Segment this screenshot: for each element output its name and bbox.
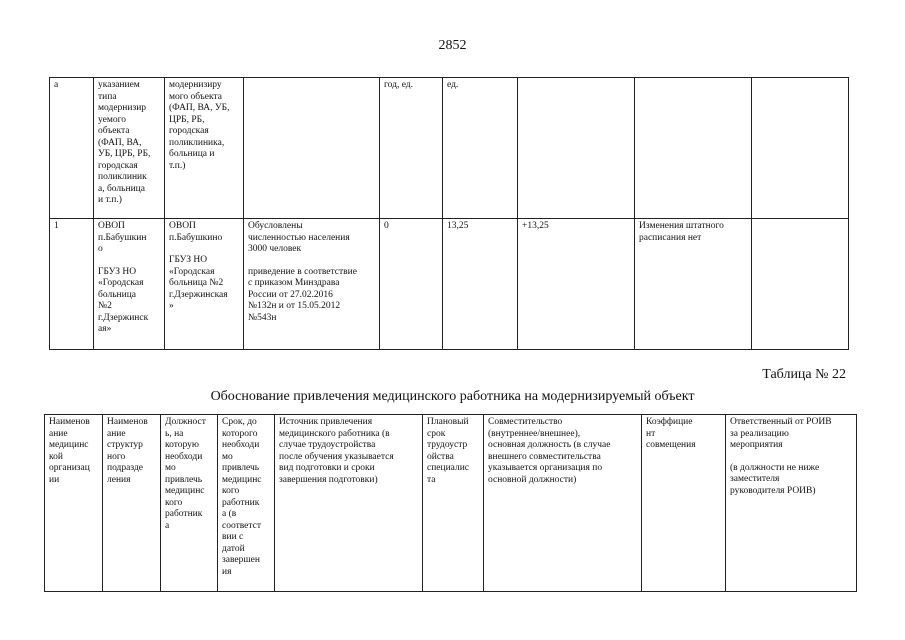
upper-header-cell	[244, 78, 380, 219]
lower-header-cell	[103, 415, 161, 592]
cell-text-line: ед.	[447, 80, 459, 90]
cell-text-line: мого объекта	[169, 91, 222, 102]
cell-text-line: трудоустр	[427, 440, 468, 450]
cell-text-line: а (в	[222, 509, 237, 519]
cell-text-line: (ФАП, ВА,	[98, 137, 142, 148]
cell-text-line: ь, на	[165, 428, 184, 439]
cell-text-line: Наименов	[49, 417, 90, 427]
cell-text-line: Ответственный от РОИВ	[730, 417, 832, 427]
upper-header-cell	[518, 78, 635, 219]
cell-text-line: уемого	[98, 114, 127, 125]
cell-text-line: а, больница	[98, 183, 145, 194]
cell-text-line: поликлиник	[98, 172, 147, 182]
upper-data-cell	[518, 219, 635, 350]
upper-data-cell	[380, 219, 443, 350]
cell-text-line: России от 27.02.2016	[248, 289, 333, 300]
cell-text-line: которую	[165, 440, 200, 450]
cell-text-line: ание	[49, 428, 68, 439]
cell-text-line: завершения подготовки)	[279, 474, 378, 485]
cell-text-line: 1	[54, 221, 59, 231]
cell-text-line: т.п.)	[169, 160, 186, 171]
cell-text-line: «Городская	[169, 266, 215, 277]
cell-text-line: городская	[169, 126, 209, 136]
cell-text-line: ОВОП	[169, 221, 196, 231]
cell-text-line: которого	[222, 428, 258, 439]
cell-text-line: больница и	[169, 149, 215, 159]
cell-text-line: мо	[222, 451, 233, 462]
cell-text-line: ОВОП	[98, 221, 125, 231]
table-title: Обоснование привлечения медицинского работника на модернизируемый объект	[210, 389, 695, 404]
cell-text-line: а	[165, 520, 170, 531]
cell-text-line: основная должность (в случае	[488, 440, 611, 450]
upper-data-cell	[635, 219, 752, 350]
lower-header-cell	[275, 415, 423, 592]
upper-data-cell	[50, 219, 94, 350]
cell-text-line: указывается организация по	[488, 463, 603, 473]
lower-header-cell	[642, 415, 726, 592]
cell-text-line: п.Бабушкино	[169, 232, 223, 243]
cell-text-line: необходи	[165, 451, 203, 462]
cell-text-line: (в должности не ниже	[730, 462, 820, 473]
cell-text-line: расписания нет	[639, 232, 702, 243]
cell-text-line: УБ, ЦРБ, РБ,	[98, 149, 151, 159]
cell-text-line: городская	[98, 160, 138, 171]
cell-text-line: Наименов	[107, 417, 148, 427]
lower-header-cell	[423, 415, 484, 592]
cell-text-line: Срок, до	[222, 417, 257, 427]
cell-text-line: указанием	[98, 80, 140, 90]
cell-text-line: медицинс	[49, 440, 89, 450]
cell-text-line: мероприятия	[730, 440, 783, 450]
cell-text-line: мо	[165, 463, 176, 473]
cell-text-line: ия	[222, 566, 232, 577]
lower-header-cell	[726, 415, 857, 592]
upper-table	[49, 77, 849, 350]
cell-text-line: модернизиру	[169, 80, 222, 90]
cell-text-line: специалис	[427, 463, 470, 473]
cell-text-line: датой	[222, 543, 245, 554]
cell-text-line: ание	[107, 428, 126, 439]
cell-text-line: руководителя РОИВ)	[730, 485, 816, 496]
cell-text-line: о	[98, 244, 103, 254]
cell-text-line: ЦРБ, РБ,	[169, 114, 205, 125]
cell-text-line: заместителя	[730, 474, 780, 484]
cell-text-line: +13,25	[522, 221, 549, 231]
cell-text-line: завершен	[222, 555, 260, 565]
cell-text-line: Источник привлечения	[279, 417, 373, 427]
cell-text-line: модернизир	[98, 103, 147, 113]
cell-text-line: внешнего совместительства	[488, 451, 601, 462]
upper-header-cell	[380, 78, 443, 219]
cell-text-line: после обучения указывается	[279, 451, 394, 462]
cell-text-line: ления	[107, 474, 131, 485]
cell-text-line: Должност	[165, 417, 206, 427]
cell-text-line: Обусловлены	[248, 221, 303, 231]
table-number-label: Таблица № 22	[762, 367, 846, 382]
cell-text-line: п.Бабушкин	[98, 232, 147, 243]
cell-text-line: Коэффицие	[646, 417, 693, 427]
cell-text-line: с приказом Минздрава	[248, 278, 340, 288]
cell-text-line: ГБУЗ НО	[98, 266, 137, 277]
cell-text-line: нт	[646, 428, 656, 439]
cell-text-line: ии	[49, 474, 60, 485]
cell-text-line: привлечь	[165, 474, 203, 485]
upper-header-cell	[165, 78, 244, 219]
cell-text-line: организац	[49, 463, 90, 473]
cell-text-line: вид подготовки и сроки	[279, 463, 375, 473]
lower-table-header-row	[45, 415, 857, 592]
cell-text-line: случае трудоустройства	[279, 440, 376, 450]
cell-text-line: основной должности)	[488, 474, 577, 485]
cell-text-line: Совместительство	[488, 417, 563, 427]
cell-text-line: структур	[107, 440, 143, 450]
lower-header-cell	[218, 415, 275, 592]
lower-table	[44, 414, 857, 592]
cell-text-line: медицинского работника (в	[279, 428, 390, 439]
upper-table-data-row	[50, 219, 849, 350]
upper-data-cell	[443, 219, 518, 350]
cell-text-line: а	[54, 80, 59, 90]
page-number: 2852	[438, 38, 467, 53]
cell-text-line: типа	[98, 91, 117, 102]
cell-text-line: привлечь	[222, 463, 260, 473]
cell-text-line: г.Дзержинск	[98, 312, 149, 323]
cell-text-line: больница №2	[169, 278, 224, 288]
cell-text-line: ая»	[98, 324, 112, 334]
cell-text-line: кого	[222, 486, 240, 496]
cell-text-line: №2	[98, 301, 112, 311]
cell-text-line: медицинс	[165, 486, 205, 496]
cell-text-line: объекта	[98, 126, 130, 136]
upper-header-cell	[94, 78, 165, 219]
upper-data-cell	[244, 219, 380, 350]
upper-header-cell	[443, 78, 518, 219]
cell-text-line: ойства	[427, 451, 454, 462]
cell-text-line: Плановый	[427, 417, 469, 427]
cell-text-line: численностью населения	[248, 232, 350, 243]
cell-text-line: работник	[222, 497, 260, 508]
cell-text-line: №543н	[248, 312, 277, 323]
cell-text-line: ГБУЗ НО	[169, 255, 208, 265]
cell-text-line: кого	[165, 497, 183, 508]
cell-text-line: ного	[107, 451, 126, 462]
cell-text-line: №132н и от 15.05.2012	[248, 301, 341, 311]
upper-header-cell	[752, 78, 849, 219]
cell-text-line: г.Дзержинская	[169, 289, 228, 300]
upper-table-header-row	[50, 78, 849, 219]
lower-header-cell	[45, 415, 103, 592]
cell-text-line: та	[427, 474, 436, 485]
cell-text-line: и т.п.)	[98, 195, 122, 205]
upper-data-cell	[94, 219, 165, 350]
cell-text-line: вии с	[222, 532, 244, 542]
cell-text-line: Изменения штатного	[639, 221, 724, 231]
cell-text-line: соответст	[222, 520, 262, 531]
cell-text-line: больница	[98, 289, 136, 300]
cell-text-line: кой	[49, 451, 63, 462]
lower-header-cell	[161, 415, 218, 592]
cell-text-line: 3000 человек	[248, 244, 302, 254]
cell-text-line: поликлиника,	[169, 137, 225, 148]
cell-text-line: приведение в соответствие	[248, 266, 357, 277]
upper-data-cell	[752, 219, 849, 350]
cell-text-line: медицинс	[222, 474, 262, 485]
cell-text-line: 0	[384, 221, 389, 231]
upper-header-cell	[635, 78, 752, 219]
cell-text-line: год, ед.	[384, 80, 414, 90]
cell-text-line: »	[169, 301, 174, 311]
lower-header-cell	[484, 415, 642, 592]
cell-text-line: «Городская	[98, 278, 144, 288]
upper-header-cell	[50, 78, 94, 219]
upper-data-cell	[165, 219, 244, 350]
cell-text-line: (внутреннее/внешнее),	[488, 428, 581, 439]
cell-text-line: необходи	[222, 440, 260, 450]
cell-text-line: 13,25	[447, 221, 469, 231]
cell-text-line: совмещения	[646, 440, 696, 450]
cell-text-line: за реализацию	[730, 428, 789, 439]
cell-text-line: работник	[165, 509, 203, 519]
cell-text-line: (ФАП, ВА, УБ,	[169, 103, 230, 113]
cell-text-line: срок	[427, 428, 446, 439]
cell-text-line: подразде	[107, 463, 143, 473]
